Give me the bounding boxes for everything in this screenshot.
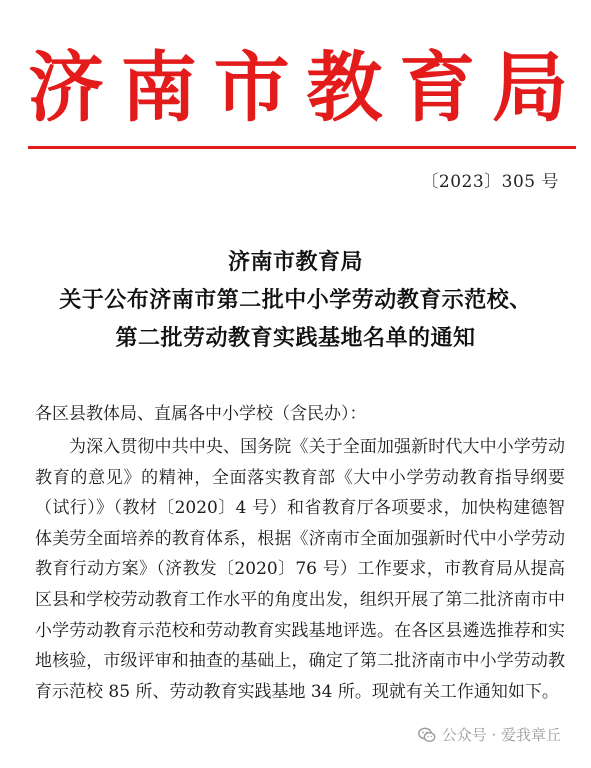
masthead-divider xyxy=(28,146,576,149)
masthead xyxy=(28,42,568,134)
watermark-text: 公众号 · 爱我章丘 xyxy=(441,726,561,744)
masthead-char: 局 xyxy=(491,43,568,132)
body-paragraph: 为深入贯彻中共中央、国务院《关于全面加强新时代大中小学劳动教育的意见》的精神，全面落实教育部《大中小学劳动教育指导纲要（试行）》（教材〔2020〕4 号）和省教育厅各项要求，加快构建德智体美劳全面培养的教育体系，根据《济南市全面加强新时代中小学劳动教育行动方案》（济教发〔2020〕76 号）工作要求，市教育局从提高区县和学校劳动教育工作水平的角度出发，组织开展了第二批济南市中小学劳动教育示范校和劳动教育实践基地评选。在各区县遴选推荐和实地核验，市级评审和抽查的基础上，确定了第二批济南市中小学劳动教育示范校 85 所、劳动教育实践基地 34 所。现就有关工作通知如下。 xyxy=(35,437,565,702)
wechat-icon xyxy=(418,727,436,743)
document-number: 〔2023〕305 号 xyxy=(421,172,559,192)
title-line-issuer: 济南市教育局 xyxy=(227,249,363,275)
masthead-char: 南 xyxy=(120,43,197,132)
salutation: 各区县教体局、直属各中小学校（含民办）： xyxy=(35,404,367,424)
watermark xyxy=(418,724,561,745)
masthead-char: 市 xyxy=(213,43,290,132)
document-title xyxy=(0,243,591,357)
masthead-char: 济 xyxy=(28,43,104,132)
title-line-subject: 关于公布济南市第二批中小学劳动教育示范校、 xyxy=(59,287,532,313)
masthead-char: 育 xyxy=(399,43,476,132)
title-line-subject-cont: 第二批劳动教育实践基地名单的通知 xyxy=(115,325,476,351)
masthead-char: 教 xyxy=(306,43,383,132)
